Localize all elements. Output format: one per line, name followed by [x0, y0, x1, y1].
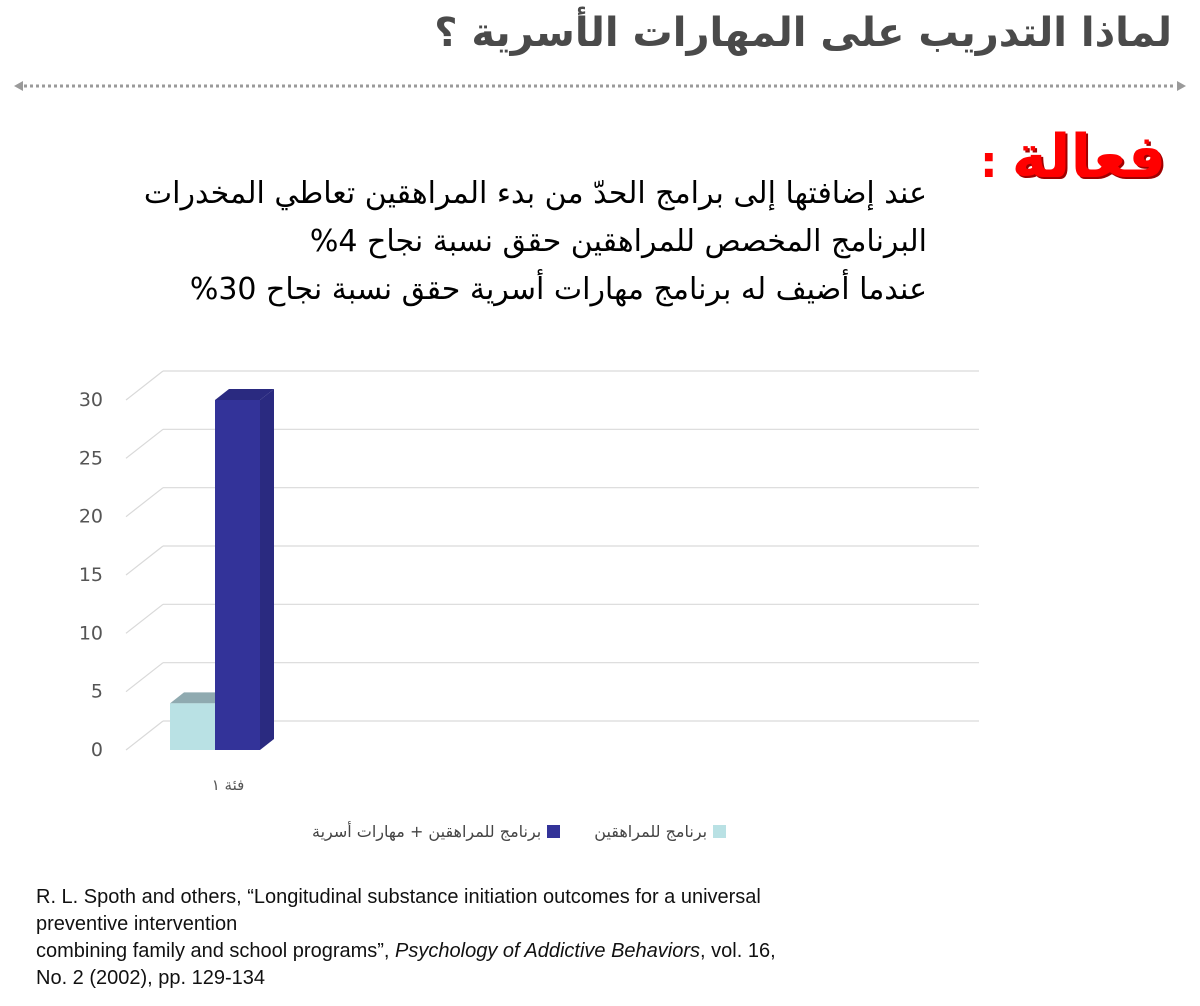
- citation-journal: Psychology of Addictive Behaviors: [395, 940, 701, 962]
- body-line-3: عندما أضيف له برنامج مهارات أسرية حقق نسبة نجاح 30%: [189, 272, 927, 307]
- legend-label-youth: برنامج للمراهقين: [594, 822, 708, 841]
- legend-label-family: برنامج للمراهقين + مهارات أسرية: [312, 822, 542, 841]
- grid-diagonal: [126, 371, 163, 400]
- legend-item-family: [312, 822, 560, 841]
- body-line-2: البرنامج المخصص للمراهقين حقق نسبة نجاح 4%: [309, 224, 927, 259]
- bar-side: [260, 389, 274, 750]
- grid-diagonal: [126, 721, 163, 750]
- citation: [36, 884, 796, 992]
- grid-diagonal: [126, 663, 163, 692]
- legend-swatch-family: [547, 825, 560, 838]
- body-line-1: عند إضافتها إلى برامج الحدّ من بدء المراهقين تعاطي المخدرات: [143, 176, 927, 211]
- bar: [170, 703, 215, 750]
- citation-text-3: , vol. 16, No. 2 (2002), pp. 129-134: [36, 940, 776, 989]
- body-text: [127, 170, 927, 314]
- effective-word: فعالة: [1011, 122, 1167, 192]
- grid-diagonal: [126, 429, 163, 458]
- legend-item-youth: [594, 822, 726, 841]
- y-tick-label: 30: [78, 389, 103, 411]
- grid-diagonal: [126, 546, 163, 575]
- grid-diagonal: [126, 488, 163, 517]
- effective-heading: [980, 122, 1166, 192]
- citation-text-1: R. L. Spoth and others, “Longitudinal substance initiation outcomes for a universal preventive intervention: [36, 886, 761, 935]
- y-tick-label: 10: [78, 622, 103, 645]
- effective-colon: :: [980, 137, 998, 188]
- y-tick-label: 15: [78, 564, 103, 586]
- chart-legend: [312, 822, 726, 841]
- grid-diagonal: [126, 604, 163, 633]
- bar: [215, 400, 260, 750]
- y-tick-label: 0: [90, 739, 103, 761]
- y-tick-label: 25: [78, 447, 103, 470]
- y-tick-label: 20: [78, 505, 103, 528]
- citation-text-2: combining family and school programs”,: [36, 940, 396, 962]
- legend-swatch-youth: [713, 825, 726, 838]
- slide-title: لماذا التدريب على المهارات الأسرية ؟: [434, 10, 1172, 56]
- dotted-divider: [14, 78, 1186, 94]
- bar-chart: [0, 360, 1200, 810]
- x-category-label: فئة ١: [211, 776, 245, 794]
- y-tick-label: 5: [90, 680, 103, 703]
